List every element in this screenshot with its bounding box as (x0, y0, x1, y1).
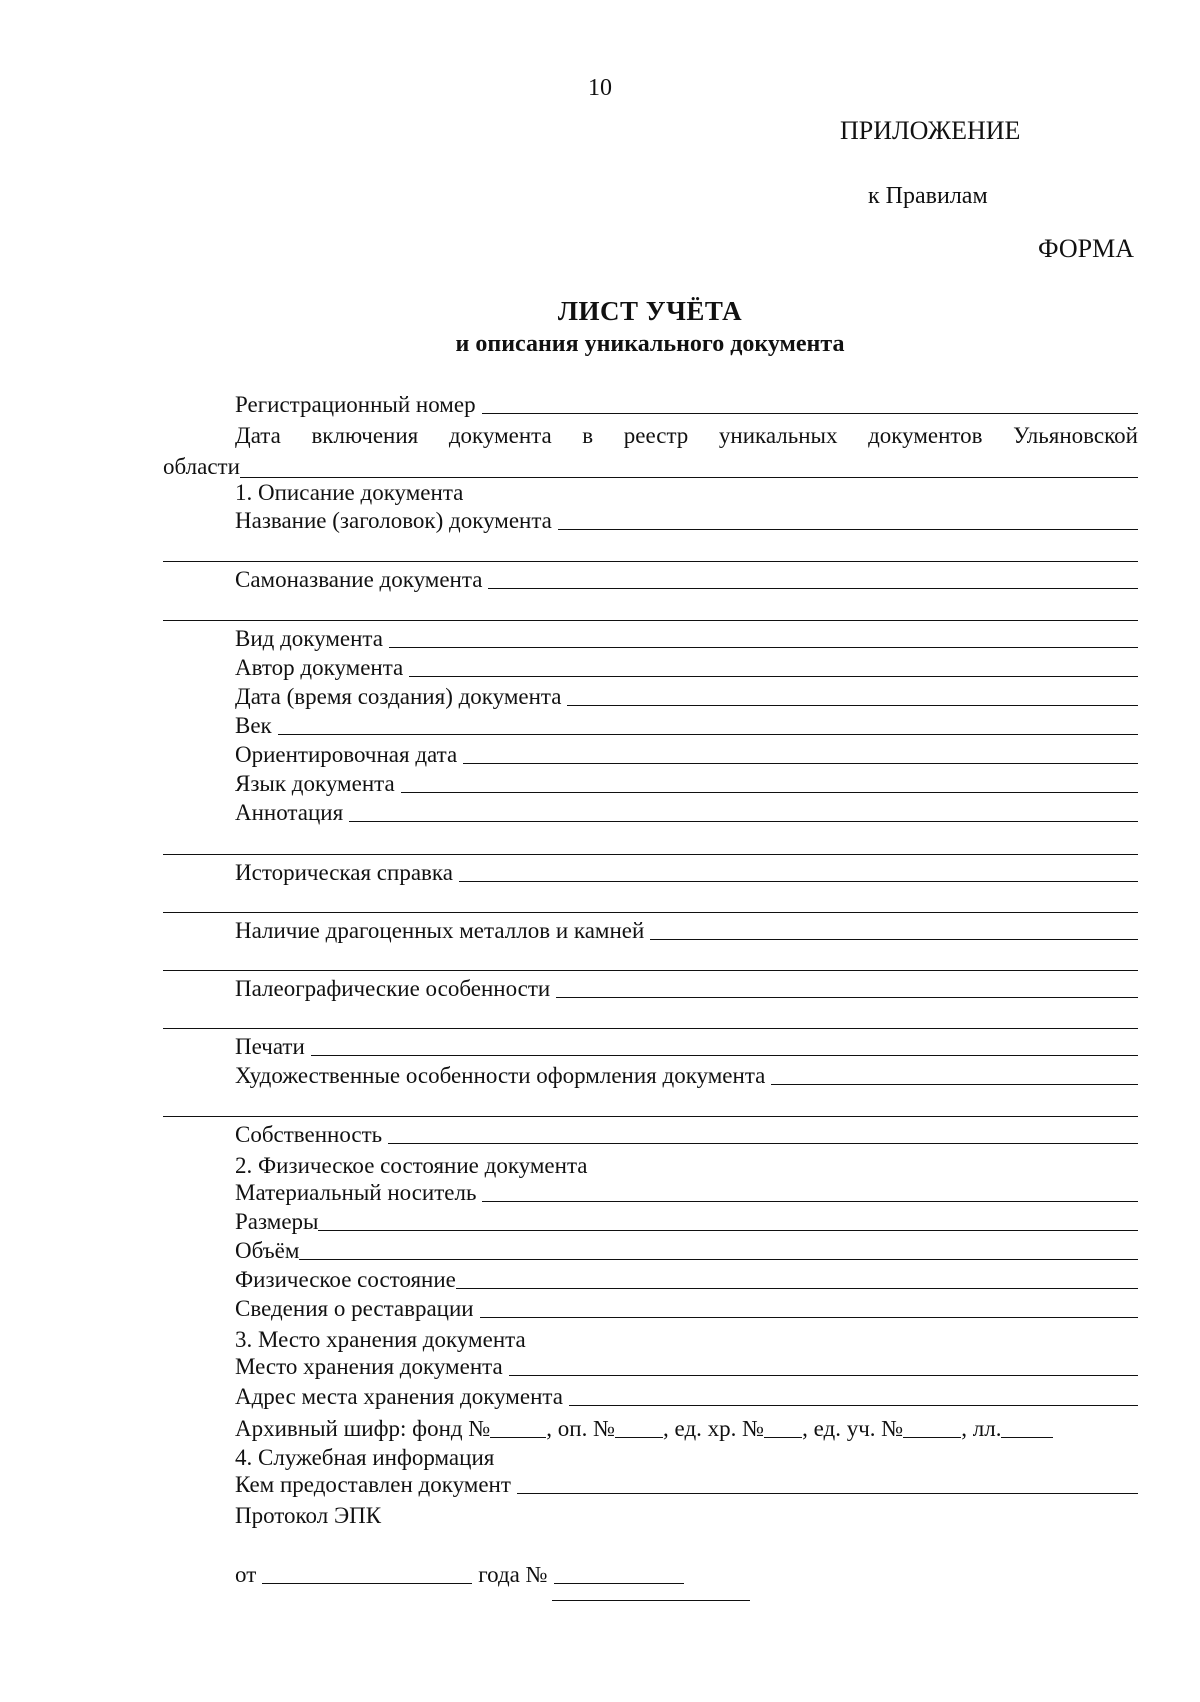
inclusion-word: Дата (235, 423, 281, 448)
reg-number-label: Регистрационный номер (235, 392, 476, 417)
doc-title-row (235, 504, 1138, 532)
artistic-row (235, 1059, 1138, 1087)
archive-ll-field[interactable] (1001, 1437, 1053, 1438)
annotation-field[interactable] (349, 821, 1138, 822)
provided-by-field[interactable] (517, 1493, 1138, 1494)
annotation-label: Аннотация (235, 800, 344, 825)
archive-ll-label: , лл. (961, 1416, 1002, 1441)
archive-fond-field[interactable] (490, 1437, 546, 1438)
inclusion-word: документа (448, 423, 552, 448)
material-row (235, 1176, 1138, 1204)
storage-address-row (235, 1380, 1138, 1408)
page-number: 10 (588, 75, 612, 101)
creation-date-label: Дата (время создания) документа (235, 684, 562, 709)
from-label: от (235, 1562, 257, 1587)
historical-note-field-line2[interactable] (163, 912, 1138, 913)
physical-state-row (235, 1263, 1138, 1291)
archive-opis-label: , оп. № (546, 1416, 616, 1441)
approx-date-field[interactable] (463, 763, 1138, 764)
section-4-heading: 4. Служебная информация (235, 1445, 495, 1470)
provided-by-label: Кем предоставлен документ (235, 1472, 511, 1497)
material-label: Материальный носитель (235, 1180, 477, 1205)
archive-opis-field[interactable] (615, 1437, 663, 1438)
section-1-heading: 1. Описание документа (235, 480, 464, 505)
creation-date-row (235, 680, 1138, 708)
historical-note-row (235, 856, 1138, 884)
author-label: Автор документа (235, 655, 404, 680)
precious-label: Наличие драгоценных металлов и камней (235, 918, 645, 943)
precious-field[interactable] (650, 939, 1138, 940)
to-rules-label: к Правилам (868, 183, 988, 209)
doc-type-field[interactable] (389, 647, 1138, 648)
approx-date-label: Ориентировочная дата (235, 742, 458, 767)
century-field[interactable] (278, 734, 1138, 735)
reg-number-field[interactable] (482, 413, 1138, 414)
inclusion-word: реестр (623, 423, 689, 448)
precious-field-line2[interactable] (163, 970, 1138, 971)
artistic-field[interactable] (771, 1084, 1138, 1085)
closing-rule (552, 1600, 750, 1601)
century-label: Век (235, 713, 272, 738)
storage-address-field[interactable] (569, 1405, 1138, 1406)
inclusion-date-field[interactable] (240, 477, 1138, 478)
dimensions-row (235, 1205, 1138, 1233)
inclusion-word: документов (868, 423, 983, 448)
protocol-date-field[interactable] (262, 1583, 472, 1584)
document-subtitle: и описания уникального документа (455, 331, 845, 357)
appendix-label: ПРИЛОЖЕНИЕ (840, 116, 1021, 145)
doc-type-label: Вид документа (235, 626, 383, 651)
inclusion-date-cont-label: области (163, 454, 240, 479)
ownership-label: Собственность (235, 1122, 383, 1147)
storage-address-label: Адрес места хранения документа (235, 1384, 563, 1409)
historical-note-field[interactable] (459, 881, 1138, 882)
self-name-label: Самоназвание документа (235, 567, 483, 592)
dimensions-label: Размеры (235, 1209, 319, 1234)
doc-title-label: Название (заголовок) документа (235, 508, 552, 533)
restoration-row (235, 1292, 1138, 1320)
archive-ed-uch-label: , ед. уч. № (802, 1416, 904, 1441)
century-row (235, 709, 1138, 737)
paleographic-field-line2[interactable] (163, 1028, 1138, 1029)
author-field[interactable] (409, 676, 1138, 677)
archive-ed-hr-field[interactable] (764, 1437, 802, 1438)
seals-field[interactable] (311, 1055, 1138, 1056)
self-name-field[interactable] (488, 588, 1138, 589)
doc-title-field[interactable] (558, 529, 1138, 530)
creation-date-field[interactable] (567, 705, 1138, 706)
paleographic-label: Палеографические особенности (235, 976, 551, 1001)
archive-ed-uch-field[interactable] (903, 1437, 961, 1438)
archive-fond-label: Архивный шифр: фонд № (235, 1416, 491, 1441)
language-row (235, 767, 1138, 795)
doc-type-row (235, 622, 1138, 650)
artistic-label: Художественные особенности оформления документа (235, 1063, 766, 1088)
ownership-field[interactable] (388, 1143, 1138, 1144)
inclusion-word: включения (311, 423, 419, 448)
self-name-field-line2[interactable] (163, 620, 1138, 621)
language-label: Язык документа (235, 771, 395, 796)
precious-row (235, 914, 1138, 942)
restoration-field[interactable] (480, 1317, 1138, 1318)
storage-place-label: Место хранения документа (235, 1354, 503, 1379)
provided-by-row (235, 1468, 1138, 1496)
artistic-field-line2[interactable] (163, 1116, 1138, 1117)
inclusion-word: уникальных (718, 423, 838, 448)
document-title: ЛИСТ УЧЁТА (557, 296, 743, 326)
section-3-heading: 3. Место хранения документа (235, 1327, 526, 1352)
protocol-from-row (235, 1558, 684, 1586)
author-row (235, 651, 1138, 679)
historical-note-label: Историческая справка (235, 860, 453, 885)
physical-state-field[interactable] (456, 1288, 1138, 1289)
year-no-label: года № (478, 1562, 548, 1587)
language-field[interactable] (401, 792, 1138, 793)
inclusion-word: в (582, 423, 594, 448)
inclusion-date-line (235, 424, 1138, 447)
annotation-field-line2[interactable] (163, 854, 1138, 855)
inclusion-word: Ульяновской (1013, 423, 1138, 448)
archive-ed-hr-label: , ед. хр. № (663, 1416, 765, 1441)
inclusion-date-row (163, 452, 1138, 480)
archive-cipher-row (235, 1412, 1138, 1440)
ownership-row (235, 1118, 1138, 1146)
protocol-number-field[interactable] (554, 1583, 684, 1584)
seals-row (235, 1030, 1138, 1058)
physical-state-label: Физическое состояние (235, 1267, 456, 1292)
paleographic-row (235, 972, 1138, 1000)
volume-row (235, 1234, 1138, 1262)
epk-protocol-label: Протокол ЭПК (235, 1503, 382, 1528)
reg-number-row (235, 388, 1138, 416)
restoration-label: Сведения о реставрации (235, 1296, 474, 1321)
section-2-heading: 2. Физическое состояние документа (235, 1153, 588, 1178)
storage-place-field[interactable] (509, 1375, 1138, 1376)
doc-title-field-line2[interactable] (163, 561, 1138, 562)
volume-field[interactable] (299, 1259, 1138, 1260)
annotation-row (235, 796, 1138, 824)
seals-label: Печати (235, 1034, 305, 1059)
form-label: ФОРМА (1038, 234, 1134, 263)
paleographic-field[interactable] (556, 997, 1138, 998)
approx-date-row (235, 738, 1138, 766)
material-field[interactable] (482, 1201, 1138, 1202)
self-name-row (235, 563, 1138, 591)
volume-label: Объём (235, 1238, 300, 1263)
storage-place-row (235, 1350, 1138, 1378)
dimensions-field[interactable] (318, 1230, 1138, 1231)
